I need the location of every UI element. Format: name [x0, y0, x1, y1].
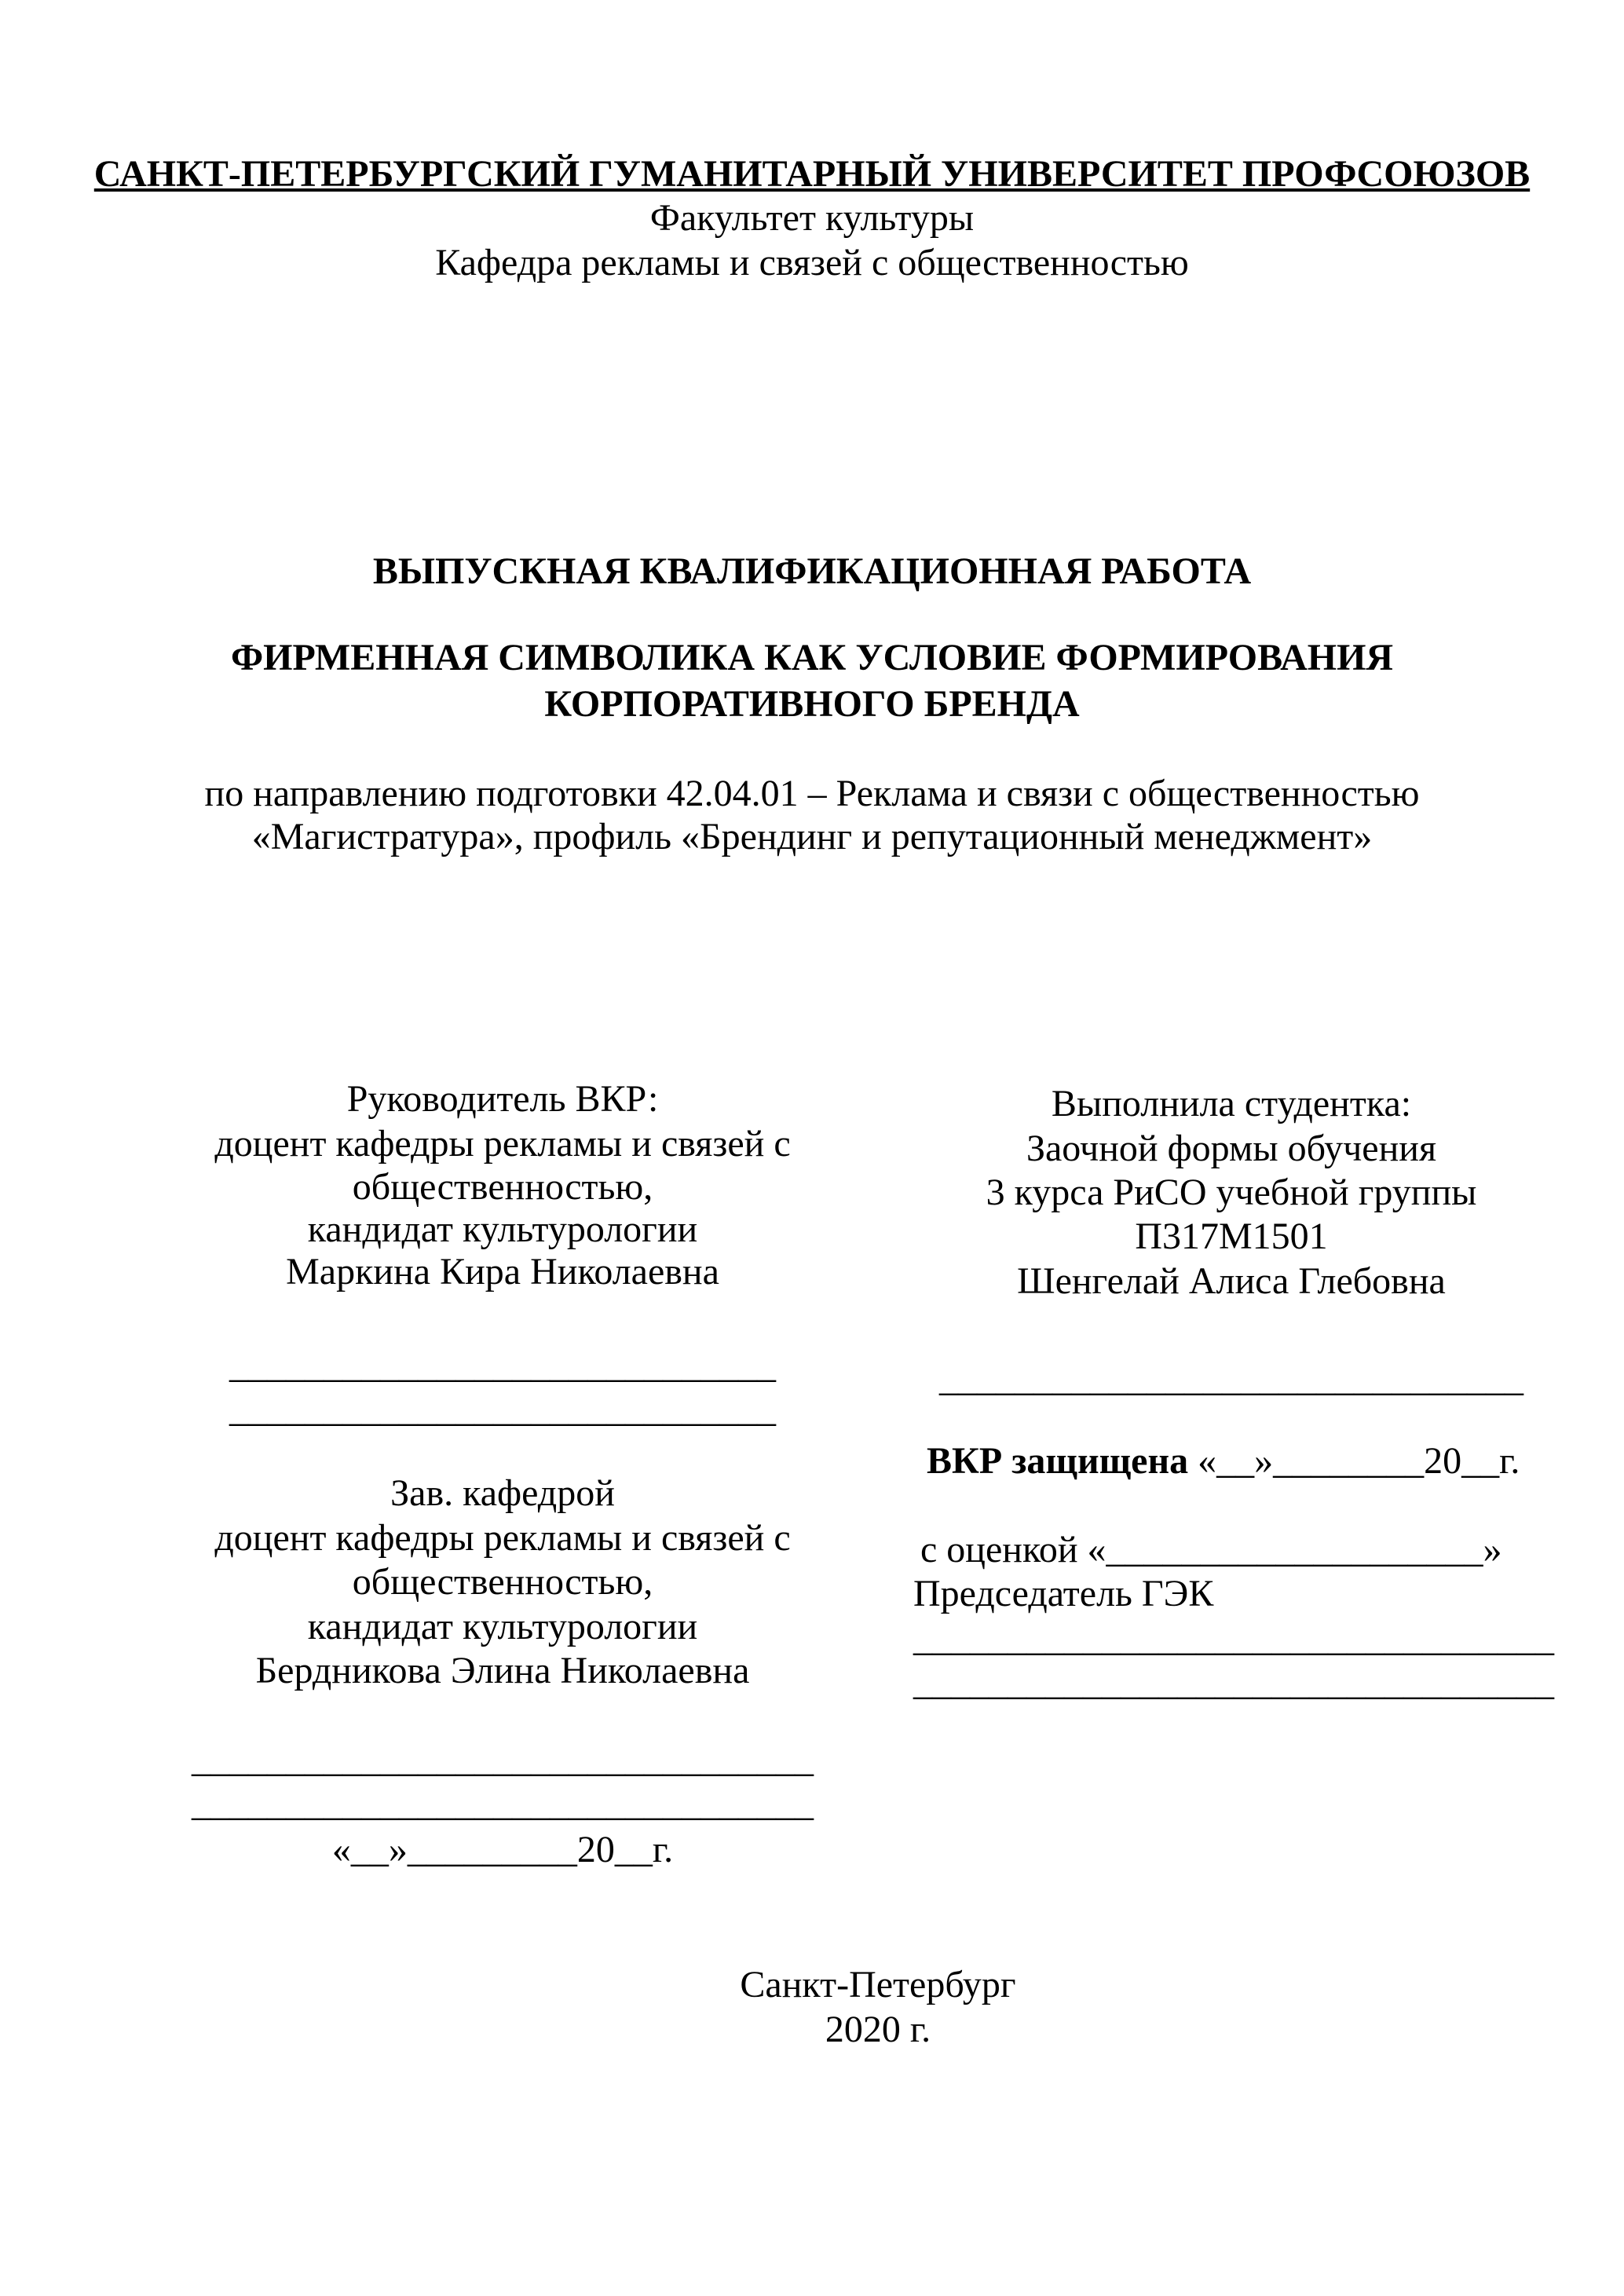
defense-label: ВКР защищена [927, 1440, 1189, 1482]
topic-title-line1: ФИРМЕННАЯ СИМВОЛИКА КАК УСЛОВИЕ ФОРМИРОВАНИЯ [230, 637, 1394, 678]
head-signature-line: _________________________________ [192, 1782, 814, 1824]
student-course-group: 3 курса РиСО учебной группы [986, 1172, 1477, 1213]
topic-title-line2: КОРПОРАТИВНОГО БРЕНДА [544, 683, 1080, 725]
supervisor-name: Маркина Кира Николаевна [286, 1251, 719, 1292]
department-name: Кафедра рекламы и связей с общественностью [435, 242, 1189, 283]
commission-chair-line: __________________________________ [913, 1618, 1554, 1659]
defense-grade: с оценкой «____________________» [911, 1529, 1502, 1570]
head-signature-date: «__»_________20__г. [331, 1829, 674, 1870]
defense-date: «__»________20__г. [1188, 1440, 1520, 1482]
head-label: Зав. кафедрой [390, 1472, 615, 1514]
student-signature-line: _______________________________ [939, 1358, 1523, 1399]
head-signature-line: _________________________________ [192, 1738, 814, 1780]
student-study-form: Заочной формы обучения [1026, 1128, 1437, 1169]
commission-chair-label: Председатель ГЭК [913, 1573, 1214, 1614]
head-position-cont: общественностью, [352, 1561, 653, 1603]
supervisor-position: доцент кафедры рекламы и связей с [214, 1123, 791, 1164]
supervisor-label: Руководитель ВКР: [346, 1078, 659, 1120]
head-degree: кандидат культурологии [307, 1606, 698, 1647]
city: Санкт-Петербург [740, 1964, 1016, 2005]
student-group-code: П317М1501 [1135, 1216, 1328, 1257]
student-label: Выполнила студентка: [1051, 1083, 1412, 1124]
commission-chair-line: __________________________________ [913, 1662, 1554, 1703]
supervisor-position-cont: общественностью, [352, 1166, 653, 1208]
supervisor-signature-line: _____________________________ [229, 1388, 776, 1430]
defense-status [927, 1439, 1520, 1483]
direction-line1: по направлению подготовки 42.04.01 – Реклама и связи с общественностью [204, 773, 1420, 814]
direction-line2: «Магистратура», профиль «Брендинг и репутационный менеджмент» [251, 816, 1373, 857]
head-name: Бердникова Элина Николаевна [255, 1650, 750, 1691]
student-name: Шенгелай Алиса Глебовна [1017, 1260, 1446, 1302]
work-type-title: ВЫПУСКНАЯ КВАЛИФИКАЦИОННАЯ РАБОТА [372, 550, 1252, 592]
supervisor-degree: кандидат культурологии [307, 1208, 698, 1250]
faculty-name: Факультет культуры [649, 197, 975, 239]
university-name: САНКТ-ПЕТЕРБУРГСКИЙ ГУМАНИТАРНЫЙ УНИВЕРСИТЕТ ПРОФСОЮЗОВ [93, 153, 1531, 195]
supervisor-signature-line: _____________________________ [229, 1344, 776, 1386]
year: 2020 г. [825, 2009, 931, 2050]
head-position: доцент кафедры рекламы и связей с [214, 1517, 791, 1559]
